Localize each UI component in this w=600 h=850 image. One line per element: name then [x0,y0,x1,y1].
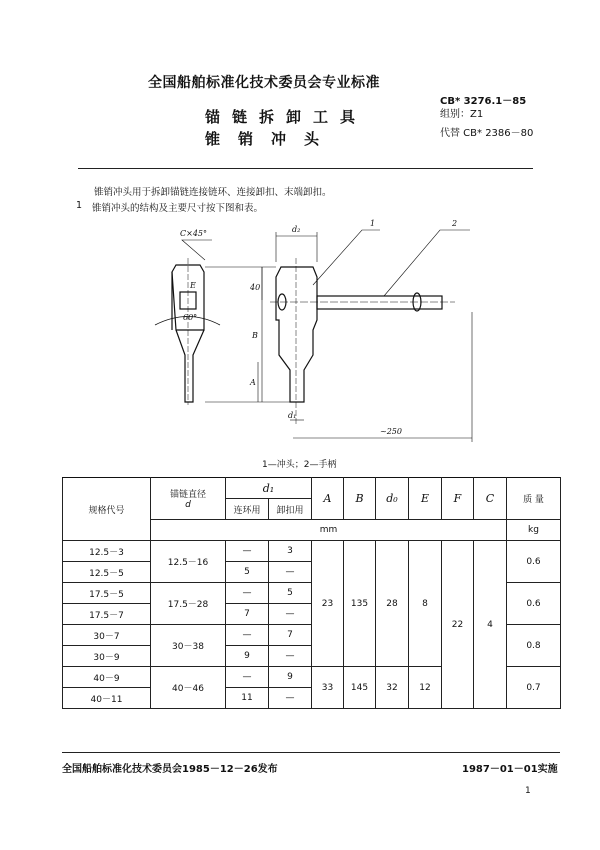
page-number: 1 [525,786,531,796]
table-row: 30－7 30－38 — 7 0.8 [63,625,561,646]
punch-head-outline [276,267,317,402]
effective-date: 1987－01－01实施 [462,764,558,775]
issue-date: 全国船舶标准化技术委员会1985－12－26发布 [62,764,278,775]
header-d0: d₀ [376,478,409,520]
header-E: E [409,478,442,520]
header-code: 规格代号 [63,478,151,541]
footer-divider [62,752,560,753]
title-line-1: 锚链拆卸工具 [205,108,368,126]
header-d1-shackle: 卸扣用 [269,499,312,520]
table-row: 12.5－3 12.5－16 — 3 23 135 28 8 22 4 0.6 [63,541,561,562]
table-row: 30－9 9 — [63,646,561,667]
label-B: B [252,331,258,340]
label-A: A [250,378,256,387]
clause-number: 1 [76,200,83,211]
header-weight: 质 量 [507,478,561,520]
header-row [63,478,561,499]
issuing-organization: 全国船舶标准化技术委员会专业标准 [148,75,380,91]
replaces-standard: 代替 CB* 2386－80 [440,128,534,139]
label-part-1: 1 [370,219,376,228]
header-C: C [474,478,507,520]
table-row: 12.5－5 5 — [63,562,561,583]
label-d2: d₂ [292,225,301,234]
group-code: 组别：Z1 [440,109,484,120]
header-d1-link: 连环用 [226,499,269,520]
label-40: 40 [250,283,261,292]
table-row: 40－9 40－46 — 9 33 145 32 12 0.7 [63,667,561,688]
standard-number: CB* 3276.1－85 [440,96,527,107]
label-angle: 60° [183,313,198,322]
unit-kg: kg [507,520,561,541]
header-chain-dia: 锚链直径 d [151,478,226,520]
table-row: 17.5－7 7 — [63,604,561,625]
header-d1: d₁ [226,478,312,499]
unit-mm: mm [151,520,507,541]
table-row: 40－11 11 — [63,688,561,709]
dimension-table [62,477,561,709]
label-length: ~250 [380,427,402,436]
handle-outline [317,296,442,309]
header-A: A [312,478,344,520]
figure-caption: 1—冲头；2—手柄 [262,460,337,470]
label-d1: d₁ [288,411,297,420]
table-row: 17.5－5 17.5－28 — 5 0.6 [63,583,561,604]
title-line-2: 锥销冲头 [205,130,338,148]
intro-paragraph: 锥销冲头用于拆卸锚链连接链环、连接卸扣、末端卸扣。 [94,187,332,198]
label-E: E [190,281,196,290]
header-F: F [442,478,474,520]
label-chamfer: C×45° [180,229,208,238]
clause-text: 锥销冲头的结构及主要尺寸按下图和表。 [92,203,264,214]
label-part-2: 2 [452,219,458,228]
header-B: B [344,478,376,520]
